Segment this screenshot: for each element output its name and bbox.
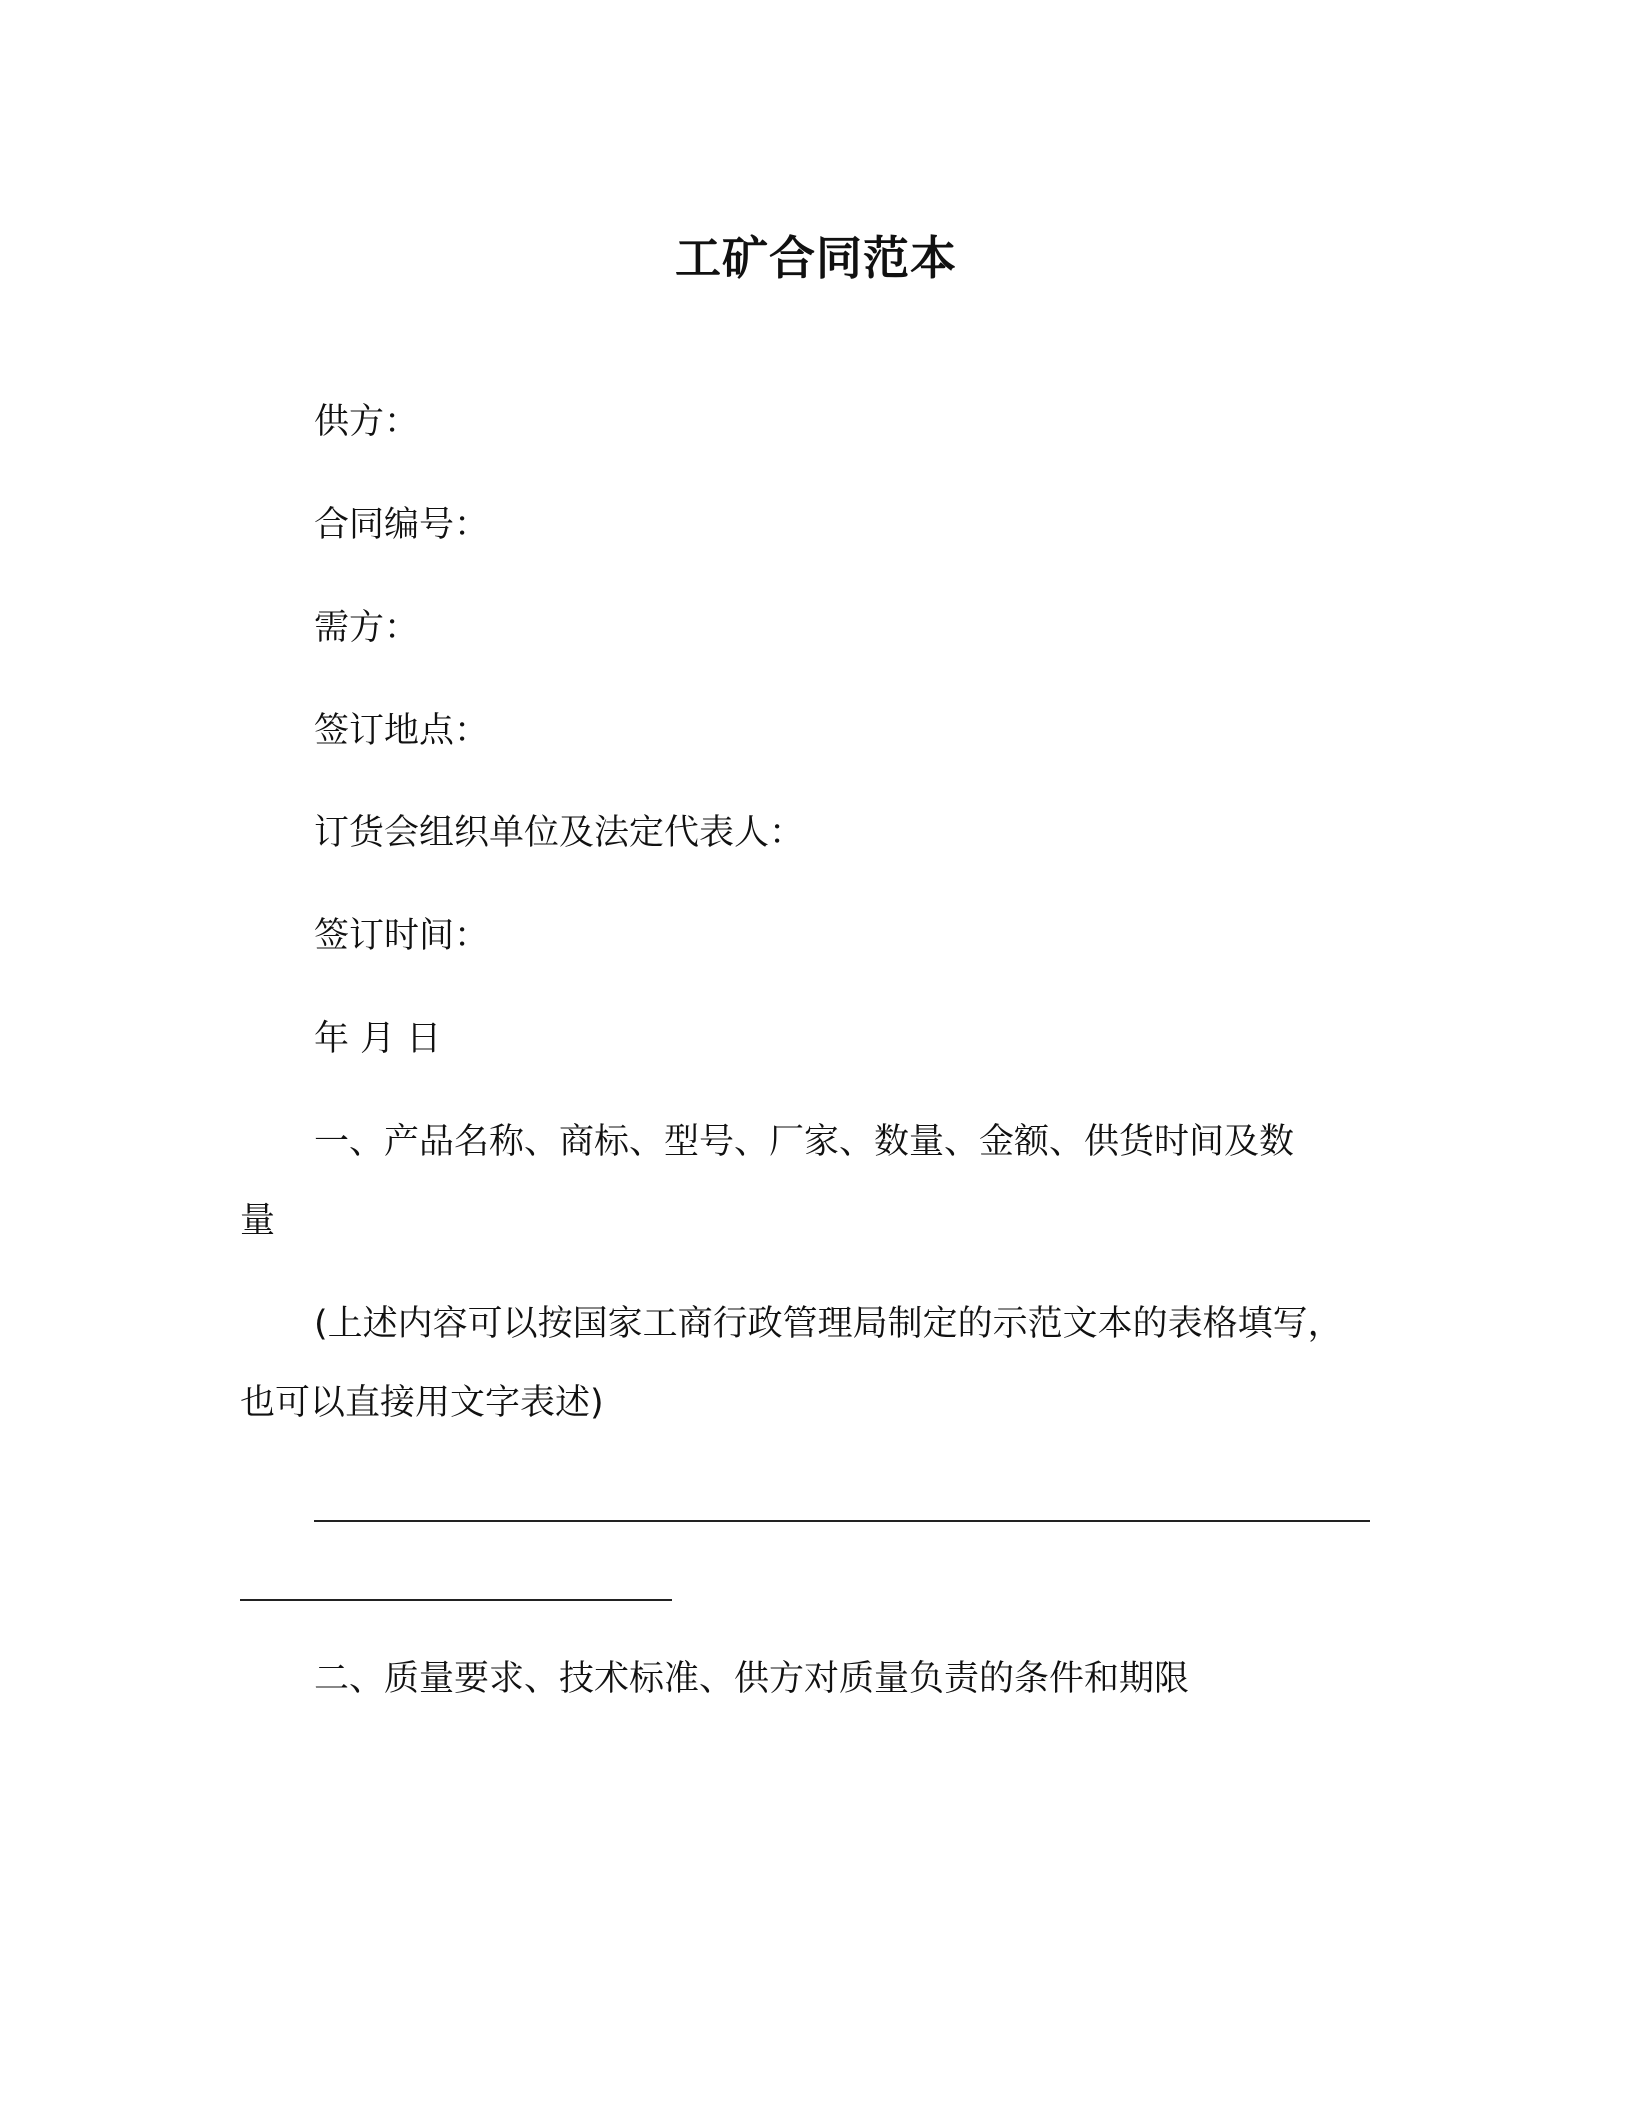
field-sign-time: 签订时间： [314,916,490,956]
field-buyer: 需方： [314,608,420,648]
section1-note: (上述内容可以按国家工商行政管理局制定的示范文本的表格填写， [314,1304,1343,1344]
section2-heading: 二、质量要求、技术标准、供方对质量负责的条件和期限 [314,1659,1190,1699]
field-date: 年 月 日 [314,1019,442,1059]
section1-heading: 一、产品名称、商标、型号、厂家、数量、金额、供货时间及数 [314,1122,1295,1162]
document-title: 工矿合同范本 [675,231,957,285]
field-sign-place: 签订地点： [314,711,490,751]
fill-in-blank-line [314,1520,1370,1522]
section1-heading-continued: 量 [240,1201,276,1241]
field-contract-number: 合同编号： [314,505,490,545]
fill-in-blank-line-continued [240,1599,672,1601]
field-organizer: 订货会组织单位及法定代表人： [314,813,805,853]
field-supplier: 供方： [314,402,420,442]
section1-note-continued: 也可以直接用文字表述) [240,1383,604,1423]
